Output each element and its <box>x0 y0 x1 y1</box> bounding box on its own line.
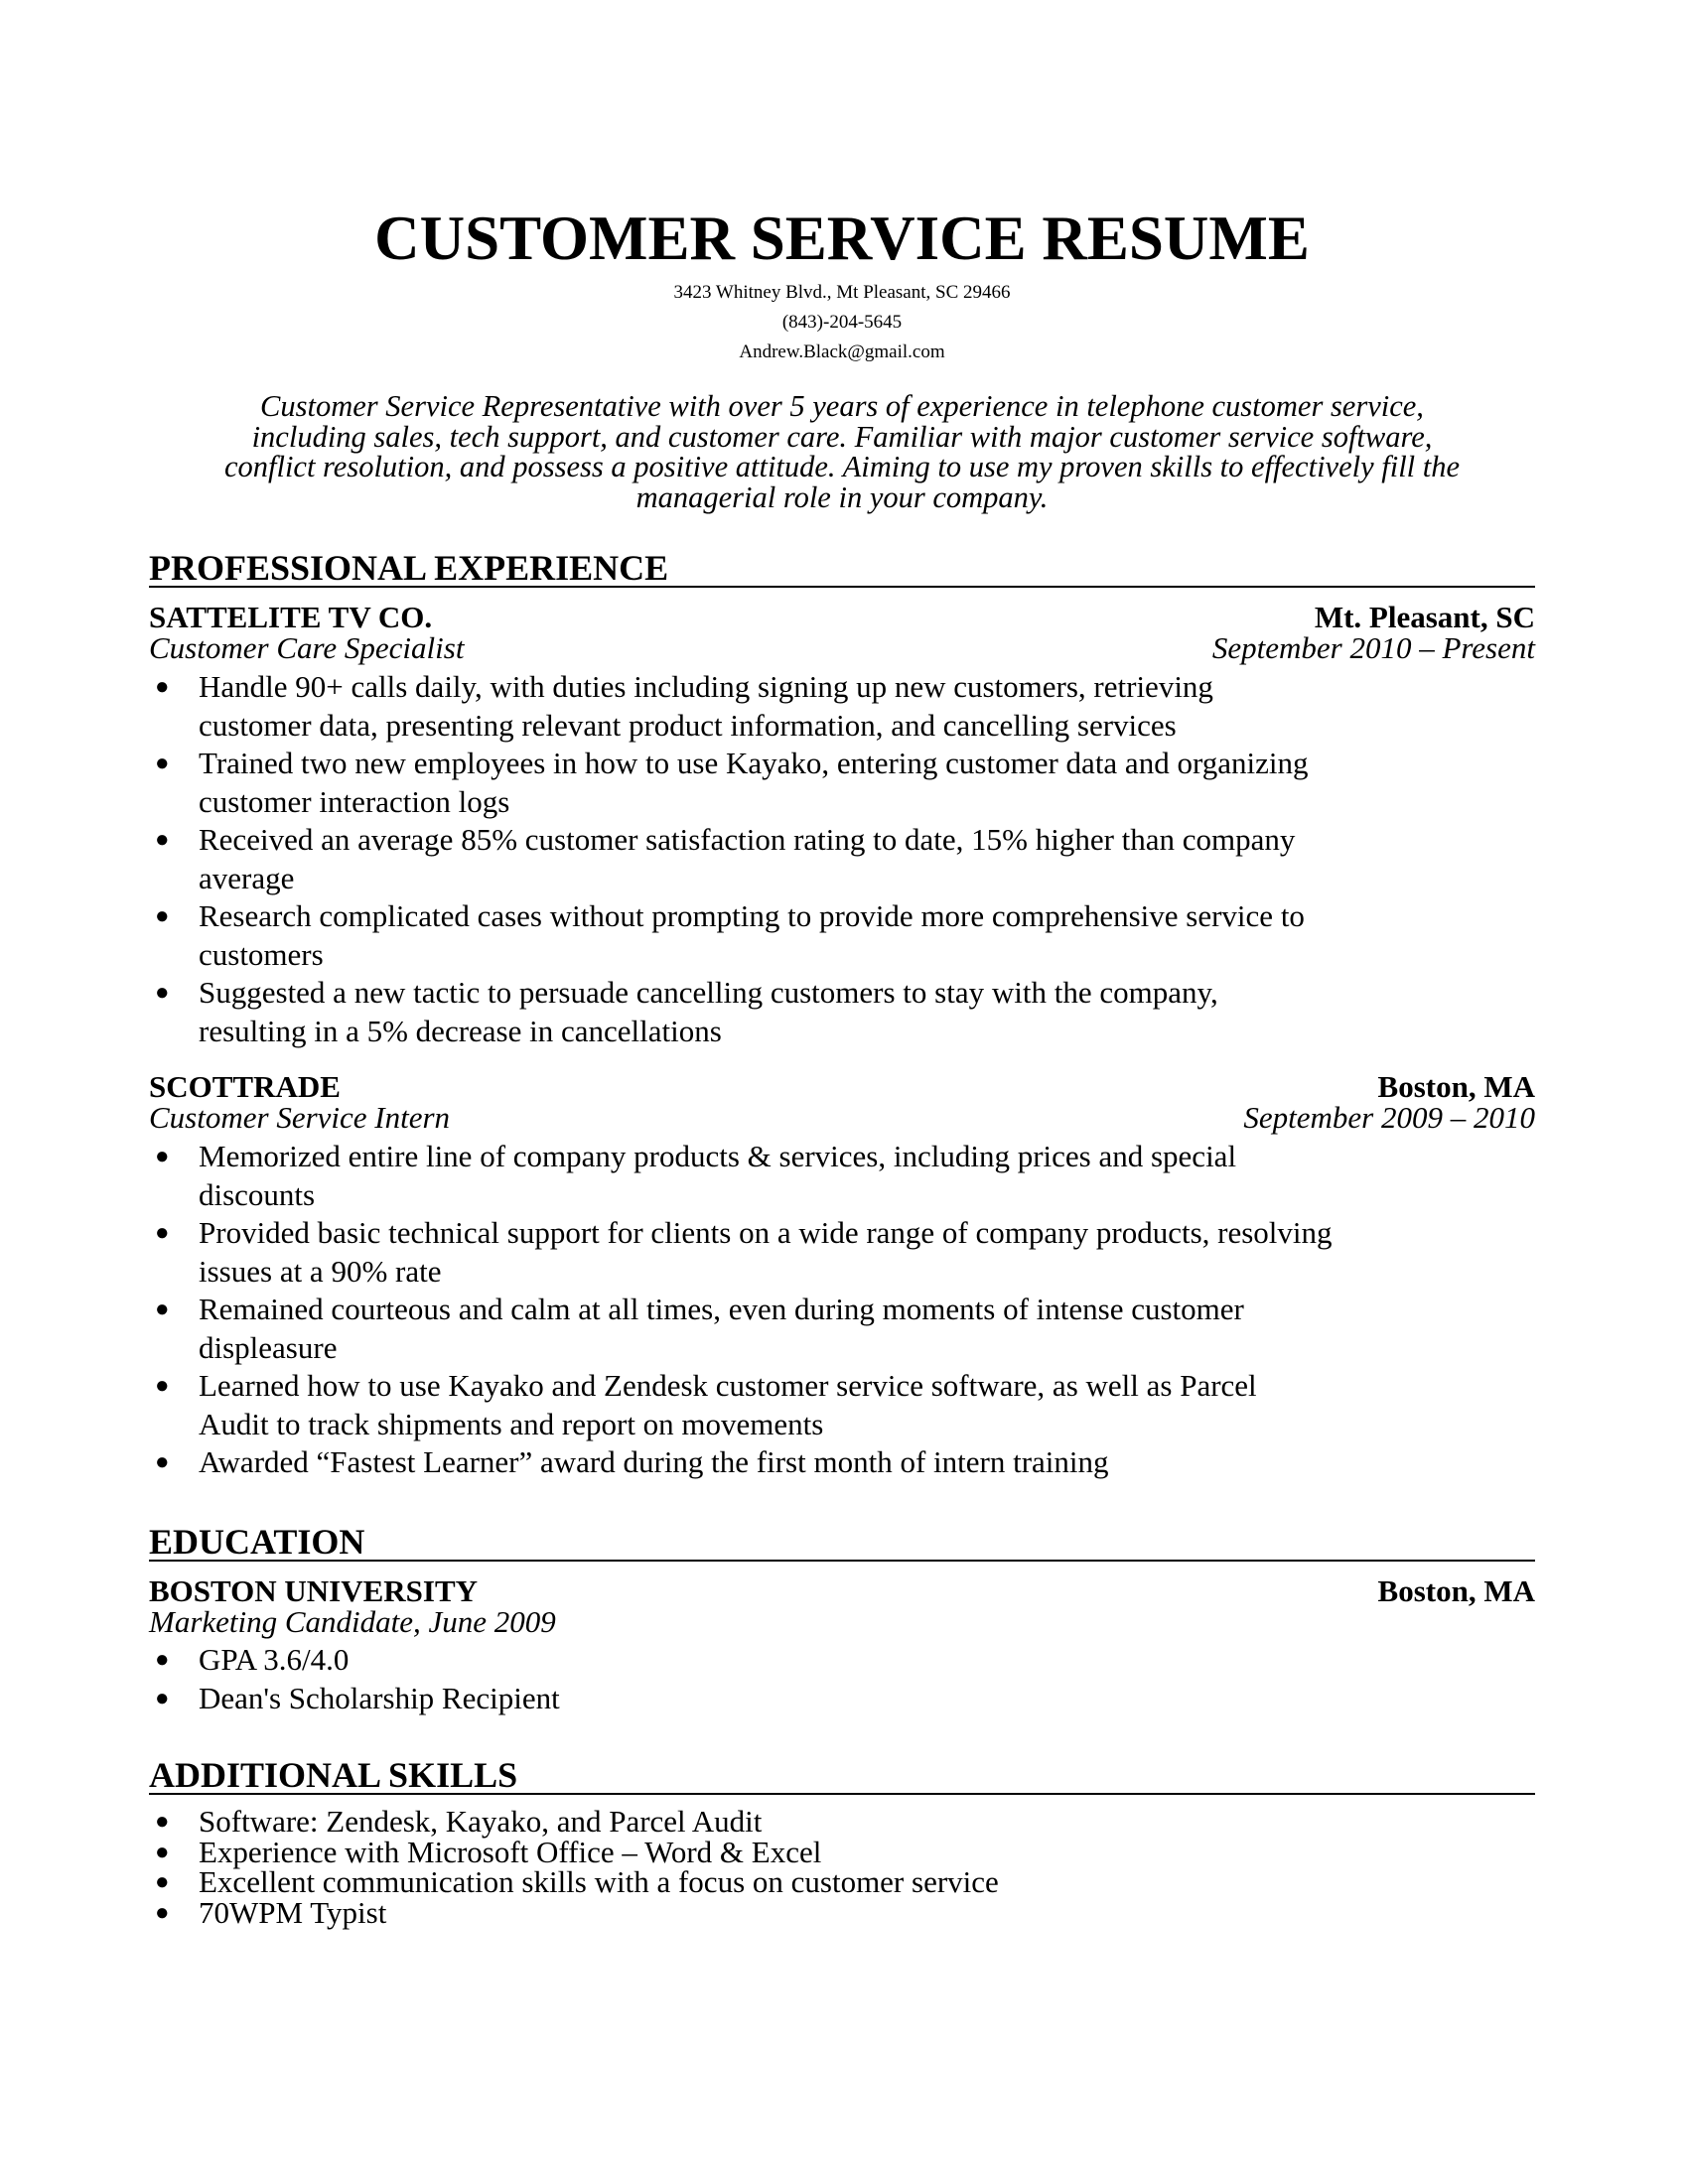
bullet-dot-icon: ● <box>155 1839 170 1865</box>
job-subheader <box>149 631 1535 665</box>
skills-heading: ADDITIONAL SKILLS <box>149 1755 1535 1795</box>
bullet-text: Suggested a new tactic to persuade cancelling customers to stay with the company, <box>199 975 1218 1010</box>
bullet-item <box>149 1443 1535 1482</box>
job-role: Customer Care Specialist <box>149 630 465 665</box>
skill-item <box>149 1894 1535 1930</box>
bullet-text: displeasure <box>199 1329 338 1365</box>
bullet-text: customer interaction logs <box>199 783 510 819</box>
summary-line: managerial role in your company. <box>635 479 1049 514</box>
summary <box>149 391 1535 512</box>
school-name: BOSTON UNIVERSITY <box>149 1573 479 1608</box>
job-location: Boston, MA <box>1377 1069 1535 1104</box>
bullet-dot-icon: ● <box>155 903 170 929</box>
bullet-item <box>149 897 1535 974</box>
bullet-text: Audit to track shipments and report on movements <box>199 1406 824 1441</box>
skill-text: Excellent communication skills with a focus on customer service <box>199 1864 999 1899</box>
job-header <box>149 1070 1535 1104</box>
bullet-dot-icon: ● <box>155 1297 170 1322</box>
company-name: SATTELITE TV CO. <box>149 600 433 634</box>
bullet-text: Provided basic technical support for clients on a wide range of company products, resolving <box>199 1215 1333 1250</box>
contact-block <box>149 278 1535 367</box>
bullet-text: Research complicated cases without prompting to provide more comprehensive service to <box>199 898 1305 933</box>
skill-item <box>149 1834 1535 1869</box>
email: Andrew.Black@gmail.com <box>739 341 945 362</box>
company-name: SCOTTRADE <box>149 1069 341 1104</box>
bullet-item <box>149 1367 1535 1443</box>
bullet-text: Awarded “Fastest Learner” award during the first month of intern training <box>199 1444 1109 1479</box>
bullet-text: customers <box>199 936 324 972</box>
job-dates: September 2009 – 2010 <box>1243 1100 1535 1135</box>
job-bullet-list <box>149 668 1535 1050</box>
bullet-text: discounts <box>199 1176 316 1212</box>
summary-line: Customer Service Representative with over 5 years of experience in telephone customer service, <box>260 389 1424 423</box>
summary-line: including sales, tech support, and customer care. Familiar with major customer service software, <box>251 419 1433 454</box>
bullet-dot-icon: ● <box>155 1869 170 1895</box>
bullet-text: customer data, presenting relevant product information, and cancelling services <box>199 707 1177 743</box>
resume-page <box>149 0 1535 2184</box>
experience-heading: PROFESSIONAL EXPERIENCE <box>149 548 1535 588</box>
job-header <box>149 601 1535 634</box>
job-dates: September 2010 – Present <box>1211 630 1535 665</box>
bullet-item <box>149 1680 1535 1718</box>
bullet-text: Dean's Scholarship Recipient <box>199 1680 560 1715</box>
skill-text: 70WPM Typist <box>199 1894 387 1930</box>
skill-item <box>149 1864 1535 1899</box>
bullet-text: Received an average 85% customer satisfaction rating to date, 15% higher than company <box>199 822 1296 857</box>
bullet-text: GPA 3.6/4.0 <box>199 1642 350 1677</box>
skill-item <box>149 1804 1535 1839</box>
bullet-item <box>149 668 1535 745</box>
summary-line: conflict resolution, and possess a positive attitude. Aiming to use my proven skills to effectively fill the <box>223 450 1461 483</box>
bullet-item <box>149 745 1535 821</box>
job-role: Customer Service Intern <box>149 1100 451 1135</box>
bullet-dot-icon: ● <box>155 980 170 1006</box>
bullet-text: resulting in a 5% decrease in cancellations <box>199 1013 722 1048</box>
skills-list <box>149 1804 1535 1930</box>
education-header <box>149 1574 1535 1608</box>
degree: Marketing Candidate, June 2009 <box>149 1604 556 1639</box>
education-subheader <box>149 1605 1535 1639</box>
job-bullet-list <box>149 1138 1535 1482</box>
bullet-item <box>149 1291 1535 1367</box>
job-location: Mt. Pleasant, SC <box>1314 600 1535 634</box>
bullet-dot-icon: ● <box>155 1899 170 1926</box>
bullet-dot-icon: ● <box>155 1449 170 1475</box>
education-bullet-list <box>149 1641 1535 1717</box>
phone: (843)-204-5645 <box>781 312 903 333</box>
bullet-dot-icon: ● <box>155 1373 170 1399</box>
bullet-item <box>149 1214 1535 1291</box>
school-location: Boston, MA <box>1377 1573 1535 1608</box>
job-subheader <box>149 1101 1535 1135</box>
bullet-text: average <box>199 860 295 895</box>
bullet-text: Trained two new employees in how to use Kayako, entering customer data and organizing <box>199 746 1309 780</box>
bullet-dot-icon: ● <box>155 1144 170 1169</box>
bullet-dot-icon: ● <box>155 827 170 853</box>
bullet-text: Memorized entire line of company products & services, including prices and special <box>199 1139 1237 1173</box>
bullet-dot-icon: ● <box>155 1809 170 1835</box>
bullet-text: Learned how to use Kayako and Zendesk customer service software, as well as Parcel <box>199 1368 1257 1403</box>
bullet-dot-icon: ● <box>155 751 170 776</box>
bullet-text: Handle 90+ calls daily, with duties including signing up new customers, retrieving <box>199 669 1213 704</box>
resume-title: CUSTOMER SERVICE RESUME <box>374 204 1310 273</box>
bullet-dot-icon: ● <box>155 1220 170 1246</box>
bullet-text: issues at a 90% rate <box>199 1253 442 1289</box>
bullet-item <box>149 821 1535 897</box>
bullet-text: Remained courteous and calm at all times, even during moments of intense customer <box>199 1292 1244 1326</box>
bullet-item <box>149 1641 1535 1680</box>
education-heading: EDUCATION <box>149 1522 1535 1562</box>
bullet-item <box>149 974 1535 1050</box>
bullet-dot-icon: ● <box>155 674 170 700</box>
skill-text: Experience with Microsoft Office – Word & Excel <box>199 1834 822 1869</box>
address: 3423 Whitney Blvd., Mt Pleasant, SC 29466 <box>673 282 1011 303</box>
skill-text: Software: Zendesk, Kayako, and Parcel Audit <box>199 1804 763 1839</box>
bullet-dot-icon: ● <box>155 1685 170 1711</box>
bullet-dot-icon: ● <box>155 1647 170 1673</box>
bullet-item <box>149 1138 1535 1214</box>
